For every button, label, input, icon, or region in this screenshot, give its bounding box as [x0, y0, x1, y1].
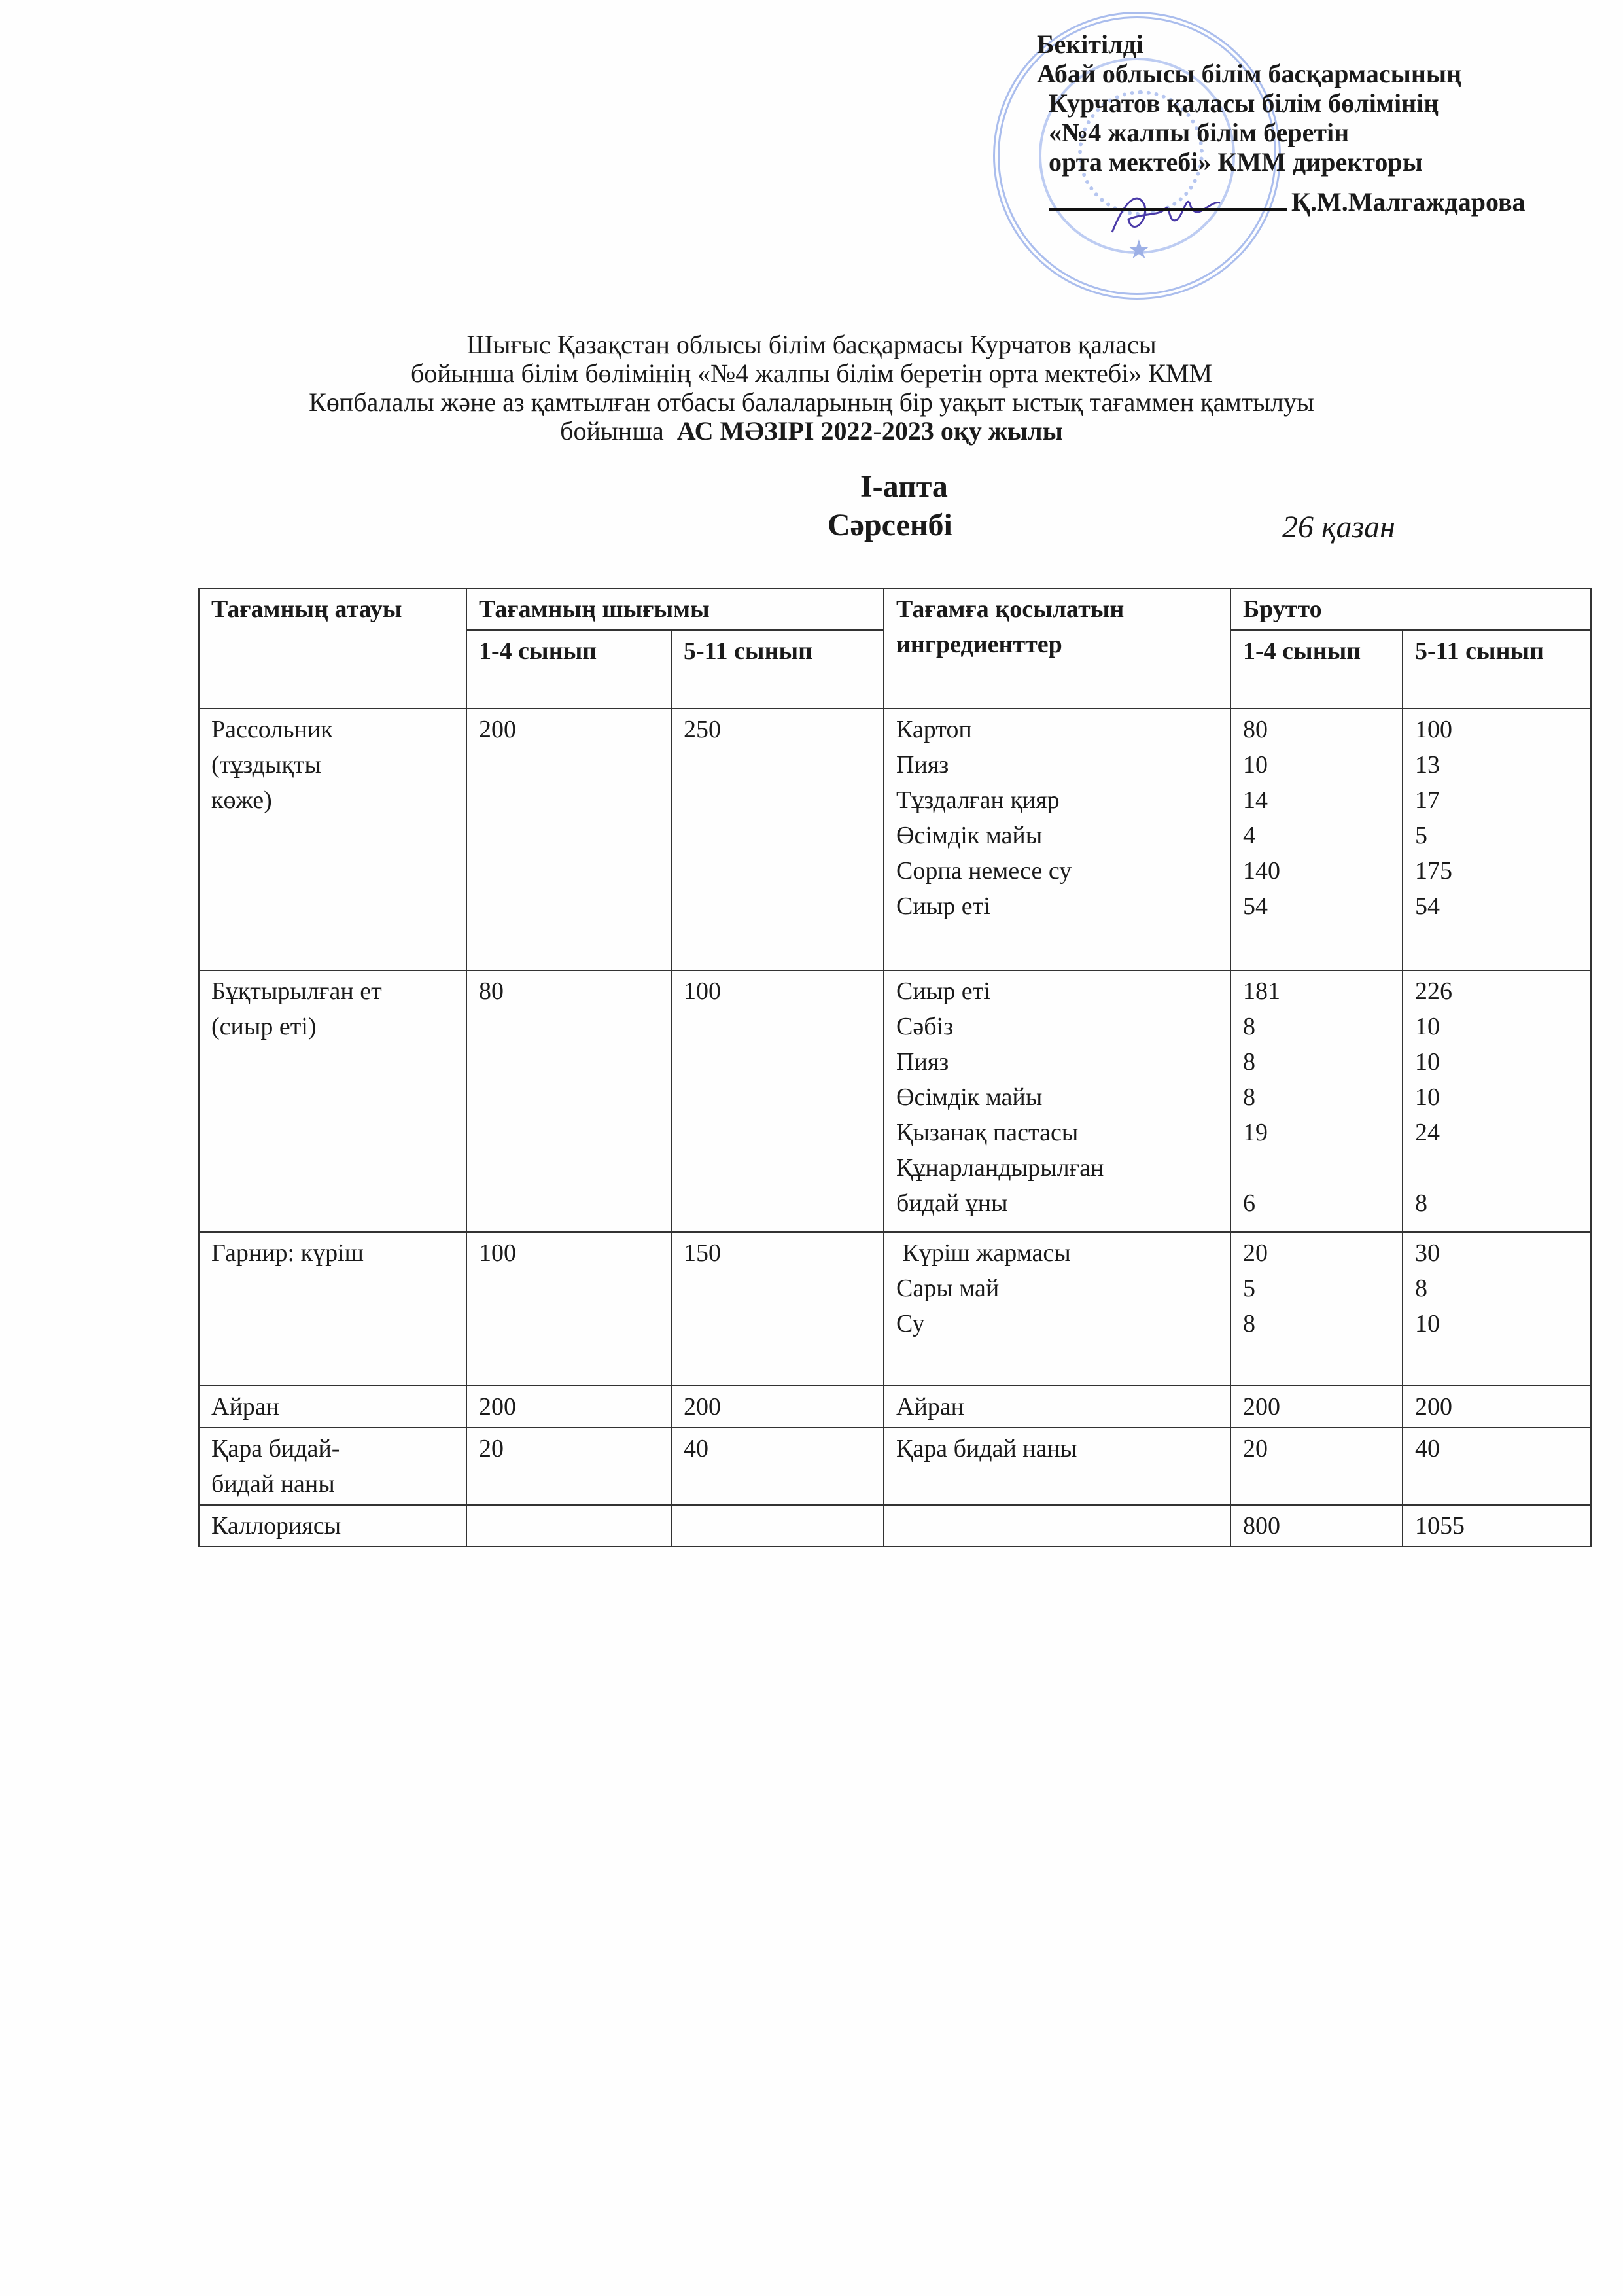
- brutto-value: 8: [1415, 1275, 1428, 1302]
- brutto-value: 13: [1415, 751, 1440, 779]
- ingredients-cell: [884, 1232, 1230, 1386]
- heading-line-prefix: бойынша: [560, 416, 664, 446]
- dish-name-cell: [199, 1232, 466, 1386]
- ingredient: бидай ұны: [896, 1190, 1008, 1217]
- brutto-value: [1415, 1150, 1579, 1186]
- output-5-11: 40: [671, 1428, 884, 1505]
- output-1-4: 100: [466, 1232, 671, 1386]
- ingredient: Сиыр еті: [896, 978, 990, 1005]
- dish-name-cell: [199, 970, 466, 1232]
- table-row: [199, 1386, 1591, 1428]
- brutto-5-11-cell: [1403, 1386, 1591, 1428]
- empty-cell: [466, 1505, 671, 1547]
- brutto-value: 100: [1415, 716, 1453, 743]
- ingredients-cell: [884, 1428, 1230, 1505]
- dish-name: Бұқтырылған ет: [211, 978, 382, 1005]
- brutto-value: 10: [1243, 751, 1268, 779]
- dish-name: бидай наны: [211, 1470, 335, 1498]
- brutto-value: 5: [1415, 822, 1428, 849]
- ingredient: Қара бидай наны: [896, 1435, 1077, 1462]
- approval-line: «№4 жалпы білім беретін: [1049, 118, 1350, 147]
- dish-name: Айран: [211, 1393, 279, 1421]
- output-5-11: 200: [671, 1386, 884, 1428]
- dish-name: Рассольник: [211, 716, 333, 743]
- brutto-1-4-cell: [1230, 709, 1403, 970]
- total-row: [199, 1505, 1591, 1547]
- menu-table: [198, 588, 1592, 1547]
- signature-line: [1049, 186, 1287, 211]
- dish-name-cell: [199, 1428, 466, 1505]
- output-5-11: 100: [671, 970, 884, 1232]
- ingredient: Қызанақ пастасы: [896, 1119, 1079, 1146]
- ingredient: Пияз: [896, 1048, 949, 1076]
- brutto-value: 17: [1415, 786, 1440, 814]
- brutto-5-11-cell: [1403, 970, 1591, 1232]
- brutto-value: [1243, 1150, 1390, 1186]
- brutto-value: 8: [1243, 1310, 1256, 1337]
- brutto-value: 200: [1415, 1393, 1453, 1421]
- ingredients-cell: [884, 970, 1230, 1232]
- ingredients-cell: [884, 1386, 1230, 1428]
- brutto-5-11-cell: [1403, 709, 1591, 970]
- brutto-value: 140: [1243, 857, 1281, 885]
- brutto-value: 181: [1243, 978, 1281, 1005]
- table-row: [199, 709, 1591, 970]
- brutto-value: 20: [1243, 1435, 1268, 1462]
- ingredient: Өсімдік майы: [896, 822, 1043, 849]
- output-1-4: 200: [466, 1386, 671, 1428]
- output-1-4: 200: [466, 709, 671, 970]
- brutto-value: 10: [1415, 1310, 1440, 1337]
- brutto-value: 80: [1243, 716, 1268, 743]
- output-1-4: 20: [466, 1428, 671, 1505]
- brutto-value: 54: [1415, 892, 1440, 920]
- ingredients-cell: [884, 709, 1230, 970]
- date-label: 26 қазан: [1282, 510, 1395, 544]
- table-row: [199, 970, 1591, 1232]
- header-brutto-5-11: 5-11 сынып: [1403, 630, 1591, 709]
- dish-name: көже): [211, 786, 272, 814]
- ingredient: Су: [896, 1310, 925, 1337]
- document-heading: [0, 330, 1623, 446]
- ingredient: Картоп: [896, 716, 972, 743]
- header-ingredients: Тағамға қосылатын ингредиенттер: [884, 588, 1230, 709]
- brutto-value: 20: [1243, 1239, 1268, 1267]
- heading-line: Шығыс Қазақстан облысы білім басқармасы Курчатов қаласы: [466, 330, 1157, 359]
- brutto-value: 226: [1415, 978, 1453, 1005]
- header-brutto-1-4: 1-4 сынып: [1230, 630, 1403, 709]
- empty-cell: [671, 1505, 884, 1547]
- day-label: Сәрсенбі: [828, 508, 952, 542]
- brutto-value: 4: [1243, 822, 1256, 849]
- output-5-11: 250: [671, 709, 884, 970]
- brutto-value: 24: [1415, 1119, 1440, 1146]
- brutto-value: 5: [1243, 1275, 1256, 1302]
- header-brutto: Брутто: [1230, 588, 1591, 630]
- brutto-value: 19: [1243, 1119, 1268, 1146]
- ingredient: Сиыр еті: [896, 892, 990, 920]
- header-output-1-4: 1-4 сынып: [466, 630, 671, 709]
- brutto-1-4-cell: [1230, 1428, 1403, 1505]
- signatory-name: Қ.М.Малгаждарова: [1291, 187, 1526, 217]
- approval-line: орта мектебі» КММ директоры: [1049, 147, 1423, 177]
- dish-name-cell: [199, 709, 466, 970]
- brutto-value: 10: [1415, 1084, 1440, 1111]
- brutto-value: 175: [1415, 857, 1453, 885]
- brutto-value: 30: [1415, 1239, 1440, 1267]
- brutto-value: 200: [1243, 1393, 1281, 1421]
- brutto-1-4-cell: [1230, 970, 1403, 1232]
- approval-line: Абай облысы білім басқармасының: [1037, 59, 1462, 88]
- dish-name-cell: [199, 1386, 466, 1428]
- ingredient: Күріш жармасы: [896, 1239, 1071, 1267]
- brutto-value: 8: [1243, 1084, 1256, 1111]
- ingredient: Сары май: [896, 1275, 1000, 1302]
- brutto-value: 14: [1243, 786, 1268, 814]
- dish-name: Гарнир: күріш: [211, 1239, 364, 1267]
- brutto-5-11-cell: [1403, 1428, 1591, 1505]
- dish-name: Қара бидай-: [211, 1435, 340, 1462]
- ingredient: Айран: [896, 1393, 964, 1421]
- total-1-4: 800: [1230, 1505, 1403, 1547]
- brutto-value: 54: [1243, 892, 1268, 920]
- brutto-1-4-cell: [1230, 1386, 1403, 1428]
- output-5-11: 150: [671, 1232, 884, 1386]
- approval-line: Курчатов қаласы білім бөлімінің: [1049, 88, 1439, 118]
- heading-line: бойынша білім бөлімінің «№4 жалпы білім беретін орта мектебі» КММ: [410, 359, 1213, 388]
- week-label: І-апта: [860, 469, 948, 504]
- brutto-value: 8: [1415, 1190, 1428, 1217]
- header-output-5-11: 5-11 сынып: [671, 630, 884, 709]
- table-row: [199, 1232, 1591, 1386]
- brutto-value: 10: [1415, 1013, 1440, 1040]
- ingredient: Сәбіз: [896, 1013, 954, 1040]
- output-1-4: 80: [466, 970, 671, 1232]
- brutto-value: 10: [1415, 1048, 1440, 1076]
- table-row: [199, 1428, 1591, 1505]
- dish-name: (сиыр еті): [211, 1013, 317, 1040]
- ingredient: Өсімдік майы: [896, 1084, 1043, 1111]
- brutto-value: 40: [1415, 1435, 1440, 1462]
- ingredient: Тұздалған қияр: [896, 786, 1060, 814]
- approval-title: Бекітілді: [1037, 29, 1143, 59]
- ingredient: Құнарландырылған: [896, 1154, 1104, 1182]
- heading-line: Көпбалалы және аз қамтылған отбасы балаларының бір уақыт ыстық тағаммен қамтылуы: [309, 387, 1314, 417]
- header-output: Тағамның шығымы: [466, 588, 884, 630]
- total-5-11: 1055: [1403, 1505, 1591, 1547]
- header-dish-name: Тағамның атауы: [199, 588, 466, 709]
- approval-block: [1037, 29, 1526, 217]
- brutto-value: 8: [1243, 1013, 1256, 1040]
- brutto-value: 8: [1243, 1048, 1256, 1076]
- star-icon: ★: [1127, 235, 1151, 264]
- brutto-1-4-cell: [1230, 1232, 1403, 1386]
- menu-title: АС МӘЗІРІ 2022-2023 оқу жылы: [676, 416, 1063, 446]
- ingredient: Сорпа немесе су: [896, 857, 1072, 885]
- total-label: Каллориясы: [199, 1505, 466, 1547]
- dish-name: (тұздықты: [211, 751, 322, 779]
- brutto-5-11-cell: [1403, 1232, 1591, 1386]
- empty-cell: [884, 1505, 1230, 1547]
- ingredient: Пияз: [896, 751, 949, 779]
- brutto-value: 6: [1243, 1190, 1256, 1217]
